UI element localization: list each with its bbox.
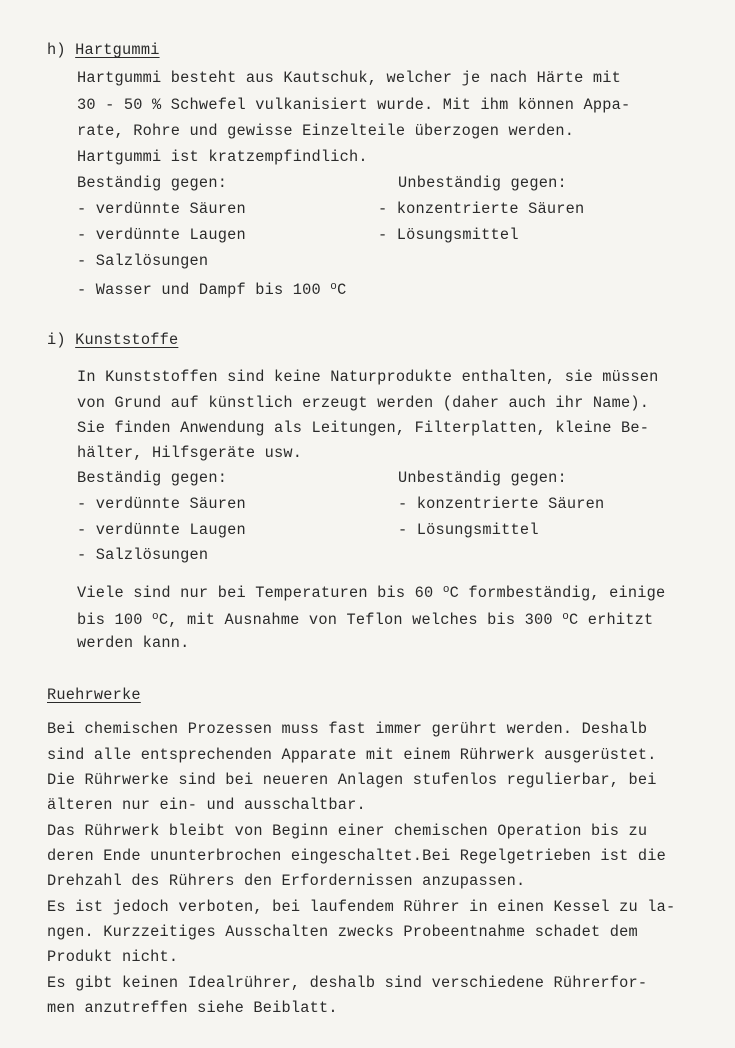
section-i-heading-line	[47, 330, 178, 350]
section-i-resistant-item: - verdünnte Säuren	[77, 495, 246, 513]
section-i-resistant-item: - verdünnte Laugen	[77, 521, 246, 539]
ruehrwerke-heading: Ruehrwerke	[47, 686, 141, 704]
degree-sign: o	[152, 611, 159, 623]
section-h-para-line: Hartgummi ist kratzempfindlich.	[77, 148, 368, 166]
section-i-temp-note-line	[77, 580, 665, 603]
section-i-para-line: In Kunststoffen sind keine Naturprodukte enthalten, sie müssen	[77, 368, 659, 386]
section-i-resistant-label: Beständig gegen:	[77, 469, 228, 487]
section-h-resistant-item: - verdünnte Säuren	[77, 200, 246, 218]
section-i-resistant-item: - Salzlösungen	[77, 546, 209, 564]
temp-note-text: C erhitzt	[569, 611, 654, 629]
section-i-not-resistant-item: - Lösungsmittel	[398, 521, 539, 539]
ruehrwerke-line: sind alle entsprechenden Apparate mit einem Rührwerk ausgerüstet.	[47, 746, 657, 764]
ruehrwerke-line: deren Ende ununterbrochen eingeschaltet.Bei Regelgetrieben ist die	[47, 847, 667, 865]
ruehrwerke-line: ngen. Kurzzeitiges Ausschalten zwecks Probeentnahme schadet dem	[47, 923, 638, 941]
section-h-heading: Hartgummi	[75, 41, 160, 59]
section-h-not-resistant-item: - Lösungsmittel	[378, 226, 519, 244]
section-h-resistant-label: Beständig gegen:	[77, 174, 228, 192]
temp-note-text: Viele sind nur bei Temperaturen bis 60	[77, 584, 443, 602]
temp-note-text: C, mit Ausnahme von Teflon welches bis 300	[158, 611, 563, 629]
section-h-para-line: Hartgummi besteht aus Kautschuk, welcher je nach Härte mit	[77, 69, 622, 87]
section-h-resistant-item: - Wasser und Dampf bis 100	[77, 281, 331, 299]
section-h-not-resistant-label: Unbeständig gegen:	[398, 174, 567, 192]
section-i-temp-note-line: werden kann.	[77, 634, 190, 652]
ruehrwerke-line: älteren nur ein- und ausschaltbar.	[47, 796, 366, 814]
section-h-not-resistant-item: - konzentrierte Säuren	[378, 200, 585, 218]
section-i-marker: i)	[47, 331, 66, 349]
section-h-para-line: rate, Rohre und gewisse Einzelteile überzogen werden.	[77, 122, 575, 140]
section-h-marker: h)	[47, 41, 66, 59]
ruehrwerke-line: Produkt nicht.	[47, 948, 179, 966]
ruehrwerke-line: Es gibt keinen Idealrührer, deshalb sind verschiedene Rührerfor-	[47, 974, 648, 992]
section-h-resistant-item: - Salzlösungen	[77, 252, 209, 270]
section-i-para-line: hälter, Hilfsgeräte usw.	[77, 444, 303, 462]
section-h-resistant-item-temp	[77, 277, 346, 300]
degree-unit: C	[337, 281, 347, 299]
temp-note-text: C formbeständig, einige	[449, 584, 666, 602]
section-i-para-line: Sie finden Anwendung als Leitungen, Filterplatten, kleine Be-	[77, 419, 650, 437]
degree-sign: o	[562, 611, 569, 623]
ruehrwerke-line: Das Rührwerk bleibt von Beginn einer chemischen Operation bis zu	[47, 822, 648, 840]
ruehrwerke-line: Es ist jedoch verboten, bei laufendem Rührer in einen Kessel zu la-	[47, 898, 676, 916]
section-i-not-resistant-item: - konzentrierte Säuren	[398, 495, 605, 513]
section-i-heading: Kunststoffe	[75, 331, 179, 349]
degree-sign: o	[330, 281, 338, 293]
section-h-heading-line	[47, 40, 160, 60]
ruehrwerke-line: Drehzahl des Rührers den Erfordernissen anzupassen.	[47, 872, 526, 890]
temp-note-text: bis 100	[77, 611, 153, 629]
section-h-para-line: 30 - 50 % Schwefel vulkanisiert wurde. Mit ihm können Appa-	[77, 96, 631, 114]
section-i-para-line: von Grund auf künstlich erzeugt werden (daher auch ihr Name).	[77, 394, 650, 412]
ruehrwerke-line: Bei chemischen Prozessen muss fast immer gerührt werden. Deshalb	[47, 720, 648, 738]
section-i-temp-note-line	[77, 607, 653, 630]
section-h-resistant-item: - verdünnte Laugen	[77, 226, 246, 244]
ruehrwerke-line: Die Rührwerke sind bei neueren Anlagen stufenlos regulierbar, bei	[47, 771, 657, 789]
ruehrwerke-line: men anzutreffen siehe Beiblatt.	[47, 999, 338, 1017]
section-i-not-resistant-label: Unbeständig gegen:	[398, 469, 567, 487]
degree-sign: o	[442, 584, 450, 596]
